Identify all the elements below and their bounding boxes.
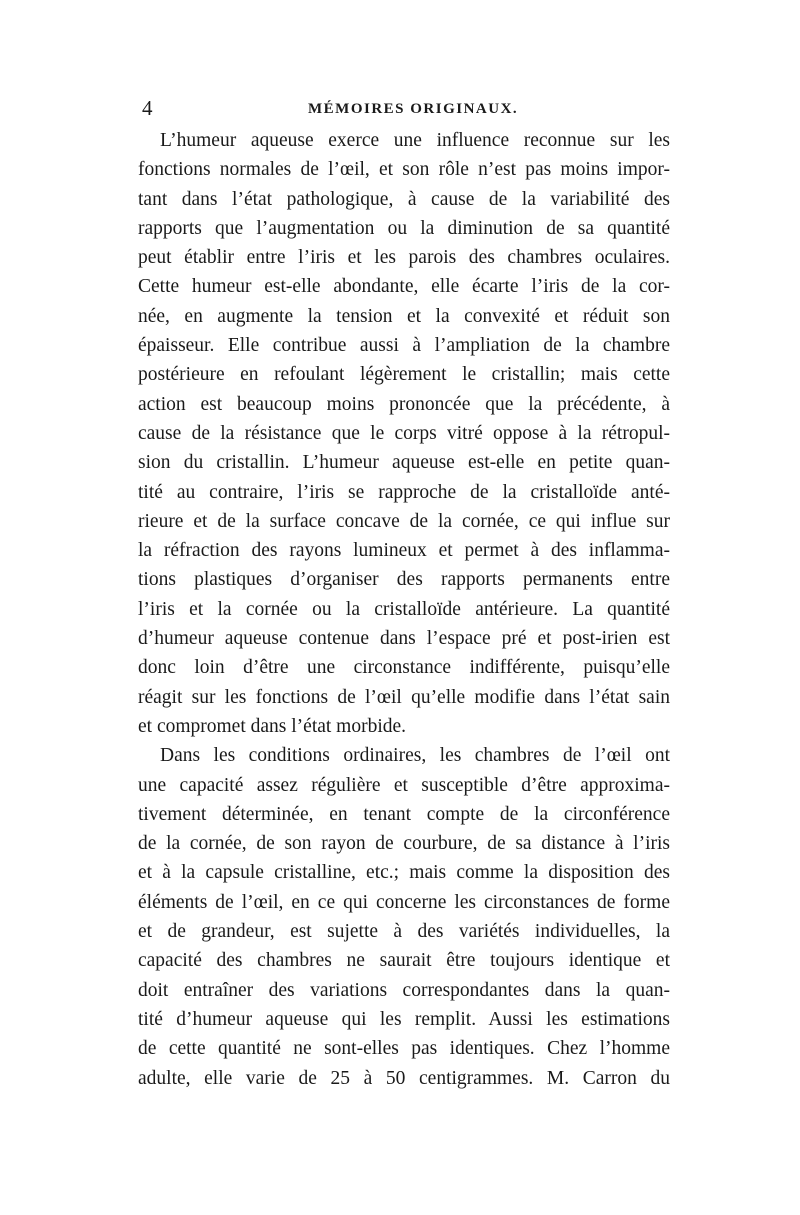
text-line: et compromet dans l’état morbide. [138, 715, 407, 737]
text-line: la réfraction des rayons lumineux et permet à des inflamma- [138, 540, 670, 562]
text-line: Dans les conditions ordinaires, les chambres de l’œil ont [160, 745, 670, 767]
text-line: doit entraîner des variations correspondantes dans la quan- [138, 979, 670, 1001]
text-line: et de grandeur, est sujette à des variétés individuelles, la [138, 921, 670, 943]
text-line: tivement déterminée, en tenant compte de la circonférence [138, 803, 670, 825]
text-line: Cette humeur est-elle abondante, elle écarte l’iris de la cor- [138, 276, 670, 298]
text-line: capacité des chambres ne saurait être toujours identique et [138, 950, 670, 972]
text-line: d’humeur aqueuse contenue dans l’espace pré et post-irien est [138, 628, 670, 650]
text-line: épaisseur. Elle contribue aussi à l’ampliation de la chambre [138, 335, 670, 357]
text-line: tant dans l’état pathologique, à cause de la variabilité des [138, 188, 670, 210]
text-line: postérieure en refoulant légèrement le cristallin; mais cette [138, 364, 670, 386]
text-line: éléments de l’œil, en ce qui concerne les circonstances de forme [138, 891, 670, 913]
text-line: rapports que l’augmentation ou la diminution de sa quantité [138, 217, 670, 239]
text-line: adulte, elle varie de 25 à 50 centigrammes. M. Carron du [138, 1067, 670, 1089]
text-line: sion du cristallin. L’humeur aqueuse est-elle en petite quan- [138, 452, 670, 474]
text-line: de la cornée, de son rayon de courbure, de sa distance à l’iris [138, 833, 670, 855]
text-line: tions plastiques d’organiser des rapports permanents entre [138, 569, 670, 591]
text-line: née, en augmente la tension et la convexité et réduit son [138, 305, 670, 327]
text-line: tité au contraire, l’iris se rapproche de la cristalloïde anté- [138, 481, 670, 503]
text-line: fonctions normales de l’œil, et son rôle n’est pas moins impor- [138, 159, 670, 181]
text-line: et à la capsule cristalline, etc.; mais comme la disposition des [138, 862, 670, 884]
text-line: de cette quantité ne sont-elles pas identiques. Chez l’homme [138, 1038, 670, 1060]
text-line: tité d’humeur aqueuse qui les remplit. Aussi les estimations [138, 1008, 670, 1030]
running-title: MÉMOIRES ORIGINAUX. [308, 101, 519, 117]
text-line: donc loin d’être une circonstance indifférente, puisqu’elle [138, 657, 670, 679]
text-line: l’iris et la cornée ou la cristalloïde antérieure. La quantité [138, 598, 670, 620]
body-text [138, 126, 670, 1093]
text-line: réagit sur les fonctions de l’œil qu’elle modifie dans l’état sain [138, 686, 670, 708]
text-line: action est beaucoup moins prononcée que la précédente, à [138, 393, 670, 415]
text-line: rieure et de la surface concave de la cornée, ce qui influe sur [138, 510, 670, 532]
text-line: L’humeur aqueuse exerce une influence reconnue sur les [160, 130, 670, 151]
text-line: une capacité assez régulière et susceptible d’être approxima- [138, 774, 670, 796]
page-number: 4 [142, 96, 153, 120]
text-line: peut établir entre l’iris et les parois des chambres oculaires. [138, 247, 670, 269]
text-line: cause de la résistance que le corps vitré oppose à la rétropul- [138, 422, 670, 444]
page-header [142, 96, 662, 120]
